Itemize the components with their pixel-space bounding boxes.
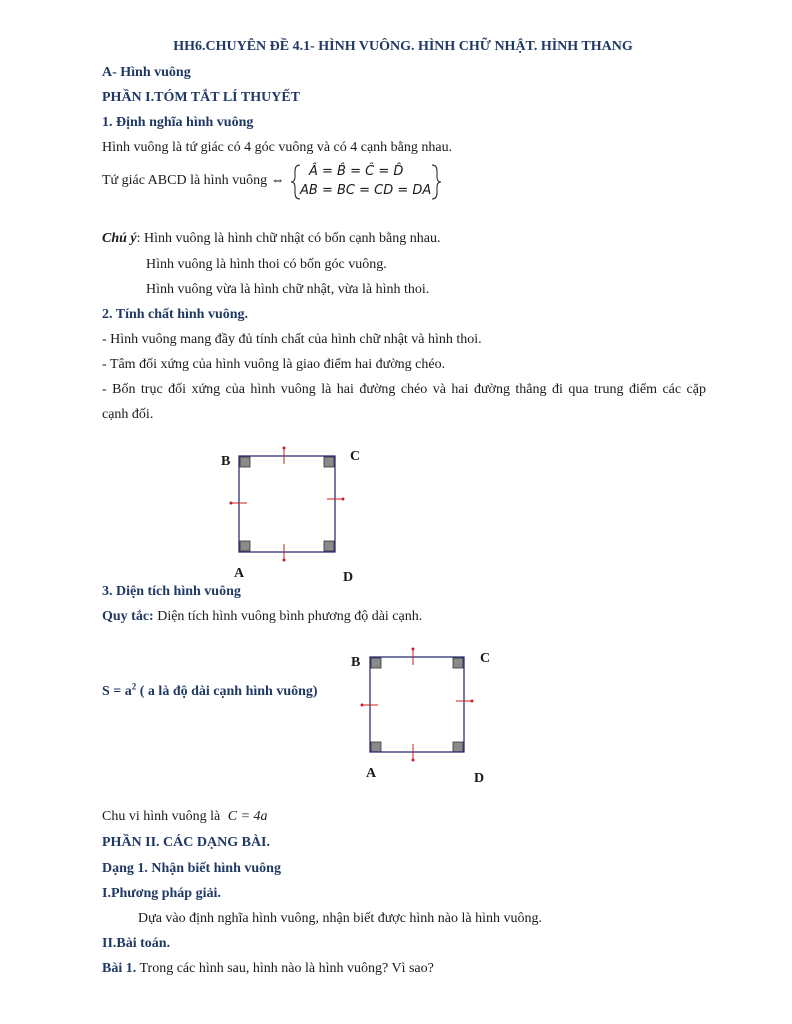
part1-heading: PHẦN I.TÓM TẮT LÍ THUYẾT <box>102 90 300 105</box>
note-line-2: Hình vuông là hình thoi có bốn góc vuông. <box>146 257 387 272</box>
definition-heading: 1. Định nghĩa hình vuông <box>102 115 254 130</box>
vertex-b-label: B <box>351 655 361 670</box>
vertex-d-label: D <box>474 771 485 786</box>
problems-heading: II.Bài toán. <box>102 936 171 951</box>
angles-equal: Â = B̂ = Ĉ = D̂ <box>309 164 404 179</box>
definition-formula <box>291 163 441 201</box>
perimeter-formula: C = 4a <box>227 809 268 824</box>
area-formula-base: S = a <box>102 684 132 699</box>
square-outline <box>239 456 335 552</box>
perimeter-line <box>102 808 268 826</box>
rule-line <box>102 608 422 626</box>
definition-text: Hình vuông là tứ giác có 4 góc vuông và có 4 cạnh bằng nhau. <box>102 140 453 155</box>
method-text: Dựa vào định nghĩa hình vuông, nhận biết được hình nào là hình vuông. <box>138 911 543 926</box>
perimeter-text: Chu vi hình vuông là <box>102 809 224 824</box>
note-line-1 <box>102 230 440 248</box>
property-3-cont: cạnh đối. <box>102 407 154 422</box>
rule-label: Quy tắc: <box>102 609 154 624</box>
square-figure-2 <box>357 641 482 766</box>
note-line-3: Hình vuông vừa là hình chữ nhật, vừa là hình thoi. <box>146 282 430 297</box>
rule-text: Diện tích hình vuông bình phương độ dài cạnh. <box>153 609 423 624</box>
area-formula <box>102 683 318 701</box>
vertex-a-label: A <box>234 566 245 581</box>
bai1-text: Trong các hình sau, hình nào là hình vuông? Vì sao? <box>136 961 434 976</box>
properties-heading: 2. Tính chất hình vuông. <box>102 307 249 322</box>
property-1: - Hình vuông mang đầy đủ tính chất của hình chữ nhật và hình thoi. <box>102 332 482 347</box>
area-formula-exponent: 2 <box>131 681 137 692</box>
bai1-label: Bài 1. <box>102 961 137 976</box>
definition-formula-prefix: Tứ giác ABCD là hình vuông ⇔ <box>102 173 285 188</box>
sides-equal: AB = BC = CD = DA <box>300 183 432 198</box>
square-figure-1 <box>226 440 351 565</box>
area-heading: 3. Diện tích hình vuông <box>102 584 241 599</box>
vertex-a-label: A <box>366 766 377 781</box>
page-title: HH6.CHUYÊN ĐỀ 4.1- HÌNH VUÔNG. HÌNH CHỮ NHẬT. HÌNH THANG <box>173 39 633 54</box>
property-2: - Tâm đối xứng của hình vuông là giao điểm hai đường chéo. <box>102 357 446 372</box>
method-heading: I.Phương pháp giải. <box>102 886 221 901</box>
note-text-1: : Hình vuông là hình chữ nhật có bốn cạnh bằng nhau. <box>136 231 441 246</box>
vertex-c-label: C <box>480 651 491 666</box>
section-a-heading: A- Hình vuông <box>102 65 191 80</box>
type1-heading: Dạng 1. Nhận biết hình vuông <box>102 861 281 876</box>
note-label: Chú ý <box>102 231 137 246</box>
property-3: - Bốn trục đối xứng của hình vuông là hai đường chéo và hai đường thẳng đi qua trung điểm các cặp <box>102 382 706 397</box>
vertex-d-label: D <box>343 570 354 585</box>
right-angle-markers <box>240 457 334 551</box>
right-angle-markers <box>371 658 463 752</box>
vertex-b-label: B <box>221 454 231 469</box>
bai1-line <box>102 960 434 978</box>
square-outline <box>370 657 464 752</box>
area-formula-note: ( a là độ dài cạnh hình vuông) <box>136 684 318 699</box>
part2-heading: PHẦN II. CÁC DẠNG BÀI. <box>102 835 271 850</box>
vertex-c-label: C <box>350 449 361 464</box>
